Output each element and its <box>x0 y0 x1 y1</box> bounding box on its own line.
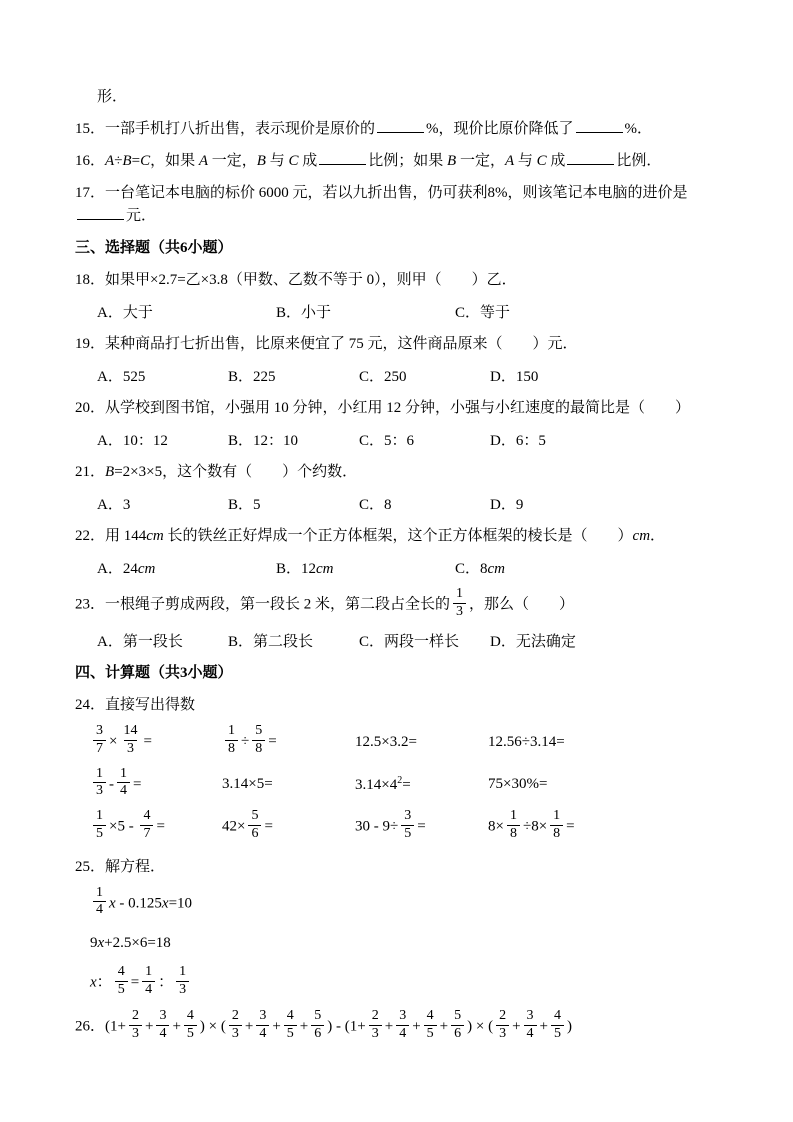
text-run: + <box>144 1018 154 1035</box>
math-variable: C <box>536 153 547 169</box>
question-line <box>75 333 729 356</box>
fraction-numerator: 1 <box>228 723 235 739</box>
text-run: 22．用 144 <box>75 528 147 544</box>
text-run: + <box>172 1018 181 1035</box>
equation-line <box>90 963 729 999</box>
option-item <box>228 493 359 514</box>
text-run: ) <box>567 1018 573 1035</box>
math-variable: x <box>97 934 105 951</box>
fraction-numerator: 4 <box>186 1008 194 1024</box>
text-run: 30 - 9÷ <box>355 818 399 835</box>
calc-cell <box>355 775 488 794</box>
option-item <box>228 429 359 450</box>
text-run: %，现价比原价降低了 <box>426 121 574 137</box>
text-run: 17．一台笔记本电脑的标价 6000 元，若以九折出售，仍可获利8%，则该笔记本电脑的进价是 <box>75 185 688 201</box>
question-line <box>75 856 729 879</box>
fraction-numerator: 4 <box>426 1008 434 1024</box>
fraction <box>550 809 563 841</box>
fraction <box>252 724 265 756</box>
text-run: A．525 <box>97 369 146 385</box>
options-row <box>97 557 729 578</box>
text-run: 75×30%= <box>488 776 548 793</box>
fraction <box>311 1009 324 1041</box>
text-run: 成 <box>298 153 318 169</box>
math-variable: x <box>161 895 169 912</box>
text-run: 25．解方程． <box>75 858 166 875</box>
text-run: ÷ <box>114 153 123 169</box>
fraction-denominator: 6 <box>311 1025 324 1042</box>
fraction <box>284 1009 297 1041</box>
text-run: = <box>417 818 426 835</box>
fraction-denominator: 5 <box>551 1025 564 1042</box>
text-run: + <box>384 1018 394 1035</box>
fraction-numerator: 3 <box>259 1008 267 1024</box>
math-variable: x <box>109 895 116 912</box>
text-run: C．250 <box>359 369 407 385</box>
math-variable: x <box>90 974 97 991</box>
text-run: C．两段一样长 <box>359 634 460 651</box>
option-item <box>97 301 276 322</box>
math-variable: A <box>504 153 515 169</box>
option-item <box>97 429 228 450</box>
calc-cell <box>355 808 488 843</box>
fraction-denominator: 3 <box>129 1025 142 1042</box>
fraction-denominator: 4 <box>93 901 106 918</box>
text-run: D．9 <box>490 497 524 513</box>
superscript: 2 <box>397 775 403 787</box>
text-run: 16． <box>75 153 106 169</box>
text-run: A．第一段长 <box>97 634 183 651</box>
question-line <box>75 586 729 621</box>
text-run: B．小于 <box>276 305 332 321</box>
option-item <box>490 493 621 514</box>
calc-cell <box>488 776 729 793</box>
fraction <box>115 965 128 997</box>
fraction-numerator: 1 <box>179 963 187 979</box>
blank-underline <box>77 207 124 220</box>
fraction-denominator: 5 <box>184 1025 197 1042</box>
fraction-denominator: 5 <box>93 825 106 842</box>
option-item <box>359 493 490 514</box>
text-run: 一定， <box>456 153 505 169</box>
fraction-numerator: 14 <box>123 723 138 739</box>
text-run: = <box>566 818 575 835</box>
text-run: - <box>109 776 114 793</box>
fraction-denominator: 4 <box>396 1025 409 1042</box>
text-run: = <box>143 734 152 750</box>
text-run: 与 <box>514 153 537 169</box>
math-variable: cm <box>146 528 164 544</box>
fraction <box>229 1009 242 1041</box>
option-item <box>490 630 621 651</box>
text-run: %． <box>624 121 653 137</box>
fraction-denominator: 3 <box>453 603 466 620</box>
text-run: 8× <box>488 818 504 835</box>
text-run: 成 <box>546 153 566 169</box>
text-run: A．24 <box>97 561 138 577</box>
fraction-denominator: 4 <box>256 1025 269 1042</box>
calc-cell <box>222 723 355 758</box>
text-run: 15．一部手机打八折出售，表示现价是原价的 <box>75 121 376 137</box>
text-run: 20．从学校到图书馆，小强用 10 分钟，小红用 12 分钟，小强与小红速度的最简比是（ ） <box>75 400 691 416</box>
question-line <box>75 694 729 717</box>
calc-cell <box>90 723 222 758</box>
fraction-numerator: 5 <box>255 723 263 739</box>
math-variable: A <box>198 153 209 169</box>
fraction-denominator: 4 <box>524 1025 537 1042</box>
fraction-denominator: 3 <box>176 981 189 998</box>
question-line <box>75 1008 729 1043</box>
text-run: A．大于 <box>97 305 153 321</box>
question-line <box>75 397 729 420</box>
blank-underline <box>377 120 424 133</box>
text-run: ÷ <box>241 734 250 750</box>
fraction <box>93 809 106 841</box>
calc-cell <box>488 734 729 751</box>
option-item <box>455 301 634 322</box>
fraction-denominator: 5 <box>284 1025 297 1042</box>
text-run: 比例；如果 <box>368 153 448 169</box>
text-run: 3.14×4 <box>355 777 398 794</box>
fraction-denominator: 3 <box>496 1025 509 1042</box>
text-run: 形． <box>97 89 128 105</box>
text-run: D．6：5 <box>490 433 546 449</box>
text-run: + <box>412 1018 421 1035</box>
calc-cell <box>222 776 355 793</box>
option-item <box>97 365 228 386</box>
fraction-denominator: 6 <box>248 825 261 842</box>
fraction <box>225 724 238 756</box>
text-run: 与 <box>265 153 289 169</box>
text-run: ) - (1+ <box>327 1018 366 1035</box>
text-run: B．第二段长 <box>228 634 314 651</box>
text-run: C．8 <box>359 497 392 513</box>
fraction-denominator: 8 <box>225 740 238 757</box>
text-run: + <box>512 1018 521 1035</box>
question-line <box>75 182 729 228</box>
fraction-numerator: 3 <box>526 1008 534 1024</box>
fraction-numerator: 1 <box>456 586 464 601</box>
fraction <box>120 724 140 756</box>
question-line <box>75 269 729 292</box>
calc-cell <box>355 734 488 751</box>
fraction-denominator: 7 <box>93 740 106 757</box>
fraction-numerator: 4 <box>143 808 151 824</box>
question-line <box>75 150 729 173</box>
fraction-numerator: 3 <box>159 1008 167 1024</box>
text-run: + <box>539 1018 549 1035</box>
blank-underline <box>567 152 614 165</box>
text-run: +2.5×6=18 <box>104 934 171 951</box>
text-run: C．5：6 <box>359 433 415 449</box>
text-run: ． <box>650 528 666 544</box>
fraction <box>369 1009 382 1041</box>
text-run: 三、选择题（共6小题） <box>75 240 233 256</box>
text-run: + <box>244 1018 254 1035</box>
text-run: = <box>130 974 140 991</box>
question-line <box>75 525 729 548</box>
text-run: ： <box>158 974 174 991</box>
question-line <box>75 118 729 141</box>
text-run: = <box>131 153 141 169</box>
text-run: = <box>402 777 411 794</box>
fraction <box>451 1009 464 1041</box>
options-row <box>97 301 729 322</box>
text-run: ×5 - <box>109 818 138 835</box>
text-run: 12.56÷3.14= <box>488 734 565 751</box>
fraction <box>256 1009 269 1041</box>
section-heading <box>75 237 729 260</box>
text-run: 9 <box>90 934 98 951</box>
fraction-denominator: 5 <box>424 1025 437 1042</box>
fraction <box>93 767 106 799</box>
fraction-denominator: 3 <box>124 740 137 757</box>
option-item <box>228 365 359 386</box>
text-run: + <box>299 1018 309 1035</box>
option-item <box>359 630 490 651</box>
option-item <box>97 630 228 651</box>
text-run: B．5 <box>228 497 261 513</box>
fraction-denominator: 3 <box>229 1025 242 1042</box>
text-run: 42× <box>222 818 246 835</box>
option-item <box>359 365 490 386</box>
fraction <box>424 1009 437 1041</box>
fraction-denominator: 6 <box>451 1025 464 1042</box>
fraction-numerator: 1 <box>509 808 517 824</box>
text-run: =10 <box>168 895 193 912</box>
equation-line <box>90 932 729 955</box>
fraction-numerator: 4 <box>117 963 125 979</box>
option-item <box>276 301 455 322</box>
text-run: 四、计算题（共3小题） <box>75 665 233 682</box>
text-run: 长的铁丝正好焊成一个正方体框架，这个正方体框架的棱长是（ ） <box>163 528 633 544</box>
text-run: 一定， <box>208 153 257 169</box>
fraction-numerator: 5 <box>251 808 259 824</box>
math-variable: B <box>256 153 266 169</box>
option-item <box>359 429 490 450</box>
options-row <box>97 630 729 651</box>
option-item <box>490 365 621 386</box>
text-run: ，如果 <box>150 153 199 169</box>
fraction-numerator: 5 <box>314 1008 322 1024</box>
option-item <box>97 557 276 578</box>
fraction <box>453 587 466 619</box>
fraction <box>117 767 130 799</box>
fraction-numerator: 3 <box>399 1008 407 1024</box>
fraction <box>551 1009 564 1041</box>
options-row <box>97 365 729 386</box>
fraction-denominator: 8 <box>550 825 563 842</box>
calc-cell <box>90 765 222 801</box>
text-run: C．等于 <box>455 305 511 321</box>
text-run: = <box>264 818 273 835</box>
text-run: =2×3×5，这个数有（ ）个约数． <box>114 464 358 480</box>
continuation-line <box>97 86 729 109</box>
options-row <box>97 429 729 450</box>
text-run: × <box>109 734 118 750</box>
fraction-denominator: 5 <box>115 981 128 998</box>
text-run: 18．如果甲×2.7=乙×3.8（甲数、乙数不等于 0），则甲（ ）乙． <box>75 272 517 288</box>
fraction <box>176 965 189 997</box>
section-heading <box>75 662 729 685</box>
text-run: B．12：10 <box>228 433 299 449</box>
fraction-denominator: 5 <box>401 825 414 842</box>
math-variable: cm <box>316 561 334 577</box>
text-run: B．225 <box>228 369 276 385</box>
math-variable: C <box>140 153 151 169</box>
text-run: 12.5×3.2= <box>355 734 417 751</box>
calc-cell <box>90 808 222 843</box>
text-run: + <box>272 1018 281 1035</box>
fraction <box>93 886 106 918</box>
option-item <box>490 429 621 450</box>
text-run: A．3 <box>97 497 131 513</box>
math-variable: B <box>122 153 132 169</box>
math-variable: cm <box>487 561 506 577</box>
option-item <box>455 557 634 578</box>
math-variable: B <box>105 464 115 480</box>
fraction-denominator: 4 <box>142 981 155 998</box>
text-run: 3.14×5= <box>222 776 273 793</box>
fraction <box>140 809 153 841</box>
fraction <box>142 965 155 997</box>
text-run: = <box>156 818 165 835</box>
fraction-numerator: 2 <box>499 1008 507 1024</box>
option-item <box>228 630 359 651</box>
math-variable: A <box>105 153 115 169</box>
fraction <box>524 1009 537 1041</box>
fraction-denominator: 3 <box>369 1025 382 1042</box>
fraction-numerator: 5 <box>454 1008 462 1024</box>
fraction <box>507 809 520 841</box>
fraction <box>129 1009 142 1041</box>
fraction-numerator: 4 <box>286 1008 294 1024</box>
text-run: ) × ( <box>467 1018 494 1035</box>
text-run: ，那么（ ） <box>469 596 575 613</box>
fraction-denominator: 4 <box>156 1025 169 1042</box>
fraction <box>396 1009 409 1041</box>
blank-underline <box>576 120 623 133</box>
text-run: B．12 <box>276 561 317 577</box>
fraction-denominator: 8 <box>507 825 520 842</box>
fraction-numerator: 1 <box>120 765 127 781</box>
option-item <box>97 493 228 514</box>
fraction <box>248 809 261 841</box>
text-run: ) × ( <box>199 1018 226 1035</box>
fraction-numerator: 1 <box>96 808 103 824</box>
fraction-denominator: 3 <box>93 782 106 799</box>
math-variable: cm <box>632 528 651 544</box>
fraction-numerator: 1 <box>96 765 103 781</box>
math-variable: B <box>447 153 457 169</box>
text-run: D．150 <box>490 369 539 385</box>
fraction-denominator: 4 <box>117 782 130 799</box>
fraction-numerator: 3 <box>404 808 412 824</box>
math-variable: cm <box>137 561 156 577</box>
fraction <box>401 809 414 841</box>
text-run: ÷8× <box>522 818 548 835</box>
text-run: 21． <box>75 464 106 480</box>
fraction-denominator: 8 <box>252 740 265 757</box>
fraction-numerator: 1 <box>553 808 561 824</box>
text-run: 比例． <box>616 153 662 169</box>
text-run: - 0.125 <box>115 895 162 912</box>
math-variable: C <box>288 153 299 169</box>
options-row <box>97 493 729 514</box>
text-run: D．无法确定 <box>490 634 576 651</box>
option-item <box>276 557 455 578</box>
fraction <box>184 1009 197 1041</box>
fraction-numerator: 4 <box>554 1008 562 1024</box>
fraction-numerator: 2 <box>231 1008 239 1024</box>
fraction-numerator: 1 <box>96 884 103 900</box>
fraction <box>93 724 106 756</box>
text-run: 23．一根绳子剪成两段，第一段长 2 米，第二段占全长的 <box>75 596 451 613</box>
fraction <box>156 1009 169 1041</box>
question-line <box>75 461 729 484</box>
text-run: C．8 <box>455 561 488 577</box>
text-run: 19．某种商品打七折出售，比原来便宜了 75 元，这件商品原来（ ）元． <box>75 336 578 352</box>
calc-cell <box>222 808 355 843</box>
text-run: A．10：12 <box>97 433 168 449</box>
calc-cell <box>488 808 729 843</box>
fraction-numerator: 3 <box>96 723 103 739</box>
equation-line <box>90 884 729 920</box>
fraction-numerator: 1 <box>145 963 153 979</box>
fraction <box>496 1009 509 1041</box>
text-run: 26．(1+ <box>75 1018 126 1035</box>
text-run: = <box>133 776 142 793</box>
fraction-denominator: 7 <box>140 825 153 842</box>
text-run: + <box>439 1018 449 1035</box>
fraction-numerator: 2 <box>131 1008 139 1024</box>
calc-grid <box>90 723 729 843</box>
text-run: 24．直接写出得数 <box>75 697 196 714</box>
blank-underline <box>319 152 366 165</box>
text-run: ： <box>96 974 112 991</box>
text-run: = <box>268 734 277 750</box>
fraction-numerator: 2 <box>371 1008 379 1024</box>
text-run: 元． <box>126 208 157 224</box>
